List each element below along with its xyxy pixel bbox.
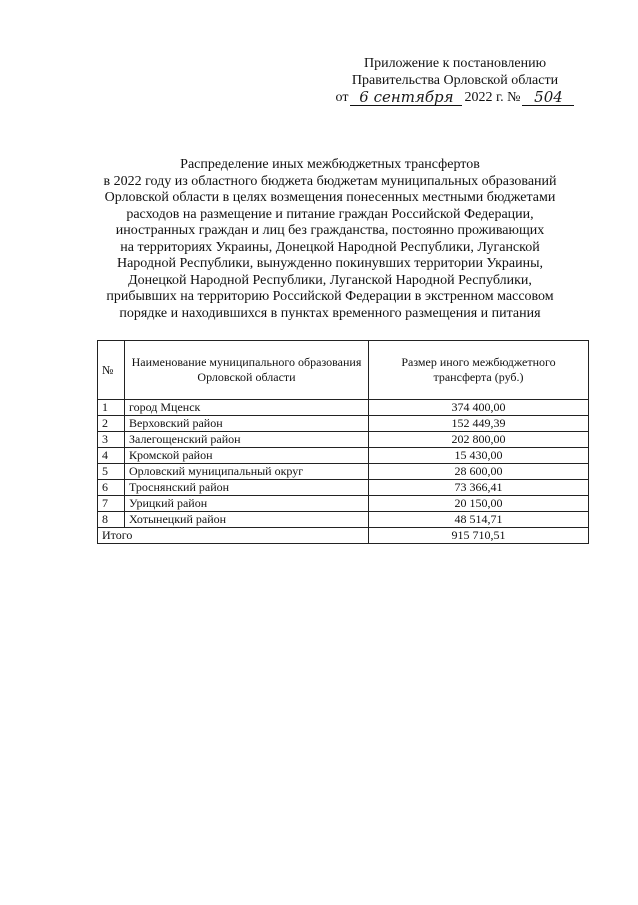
- table-header-row: [98, 341, 589, 400]
- title-line: Донецкой Народной Республики, Луганской Народной Республики,: [128, 272, 532, 288]
- transfers-table: [97, 340, 589, 544]
- title-line: расходов на размещение и питание граждан Российской Федерации,: [126, 206, 534, 222]
- header-amount: Размер иного межбюджетного трансферта (руб.): [369, 341, 589, 400]
- title-line: Орловской области в целях возмещения понесенных местными бюджетами: [104, 190, 556, 205]
- title-line: Распределение иных межбюджетных трансфертов: [180, 157, 480, 172]
- row-name: Урицкий район: [125, 496, 369, 512]
- row-num: 4: [98, 448, 125, 464]
- table-row: [98, 448, 589, 464]
- row-num: 1: [98, 400, 125, 416]
- table-row: [98, 464, 589, 480]
- row-name: Залегощенский район: [125, 432, 369, 448]
- total-amount: 915 710,51: [369, 528, 589, 544]
- row-num: 8: [98, 512, 125, 528]
- title-line: Народной Республики, вынужденно покинувших территории Украины,: [116, 256, 544, 271]
- date-prefix: от: [335, 90, 349, 105]
- table-row: [98, 400, 589, 416]
- handwritten-number: 504: [522, 89, 574, 106]
- appendix-line-2: Правительства Орловской области: [351, 73, 559, 88]
- row-num: 5: [98, 464, 125, 480]
- total-label: Итого: [98, 528, 369, 544]
- row-name: Кромской район: [125, 448, 369, 464]
- title-line: прибывших на территорию Российской Федерации в экстренном массовом: [106, 289, 554, 304]
- row-name: Хотынецкий район: [125, 512, 369, 528]
- row-name: Троснянский район: [125, 480, 369, 496]
- title-line: порядке и находившихся в пунктах временного размещения и питания: [119, 305, 541, 321]
- row-amount: 48 514,71: [369, 512, 589, 528]
- row-num: 6: [98, 480, 125, 496]
- row-amount: 152 449,39: [369, 416, 589, 432]
- appendix-line-1: Приложение к постановлению: [363, 56, 547, 71]
- appendix-header: [320, 55, 590, 106]
- row-num: 3: [98, 432, 125, 448]
- date-year: 2022 г. №: [464, 90, 521, 105]
- row-name: Орловский муниципальный округ: [125, 464, 369, 480]
- appendix-date-line: [320, 89, 590, 106]
- title-line: на территориях Украины, Донецкой Народной Республики, Луганской: [120, 239, 540, 255]
- row-amount: 15 430,00: [369, 448, 589, 464]
- row-num: 7: [98, 496, 125, 512]
- row-amount: 28 600,00: [369, 464, 589, 480]
- row-amount: 73 366,41: [369, 480, 589, 496]
- document-title: [80, 157, 580, 322]
- row-name: Верховский район: [125, 416, 369, 432]
- title-line: в 2022 году из областного бюджета бюджетам муниципальных образований: [103, 173, 557, 189]
- row-amount: 202 800,00: [369, 432, 589, 448]
- row-name: город Мценск: [125, 400, 369, 416]
- table-row: [98, 480, 589, 496]
- header-name: Наименование муниципального образования Орловской области: [125, 341, 369, 400]
- table-total-row: [98, 528, 589, 544]
- handwritten-date: 6 сентября: [350, 89, 462, 106]
- table-row: [98, 512, 589, 528]
- table-row: [98, 416, 589, 432]
- table-row: [98, 432, 589, 448]
- row-amount: 20 150,00: [369, 496, 589, 512]
- header-num: №: [98, 341, 125, 400]
- title-line: иностранных граждан и лиц без гражданства, постоянно проживающих: [115, 223, 545, 238]
- row-num: 2: [98, 416, 125, 432]
- row-amount: 374 400,00: [369, 400, 589, 416]
- table-row: [98, 496, 589, 512]
